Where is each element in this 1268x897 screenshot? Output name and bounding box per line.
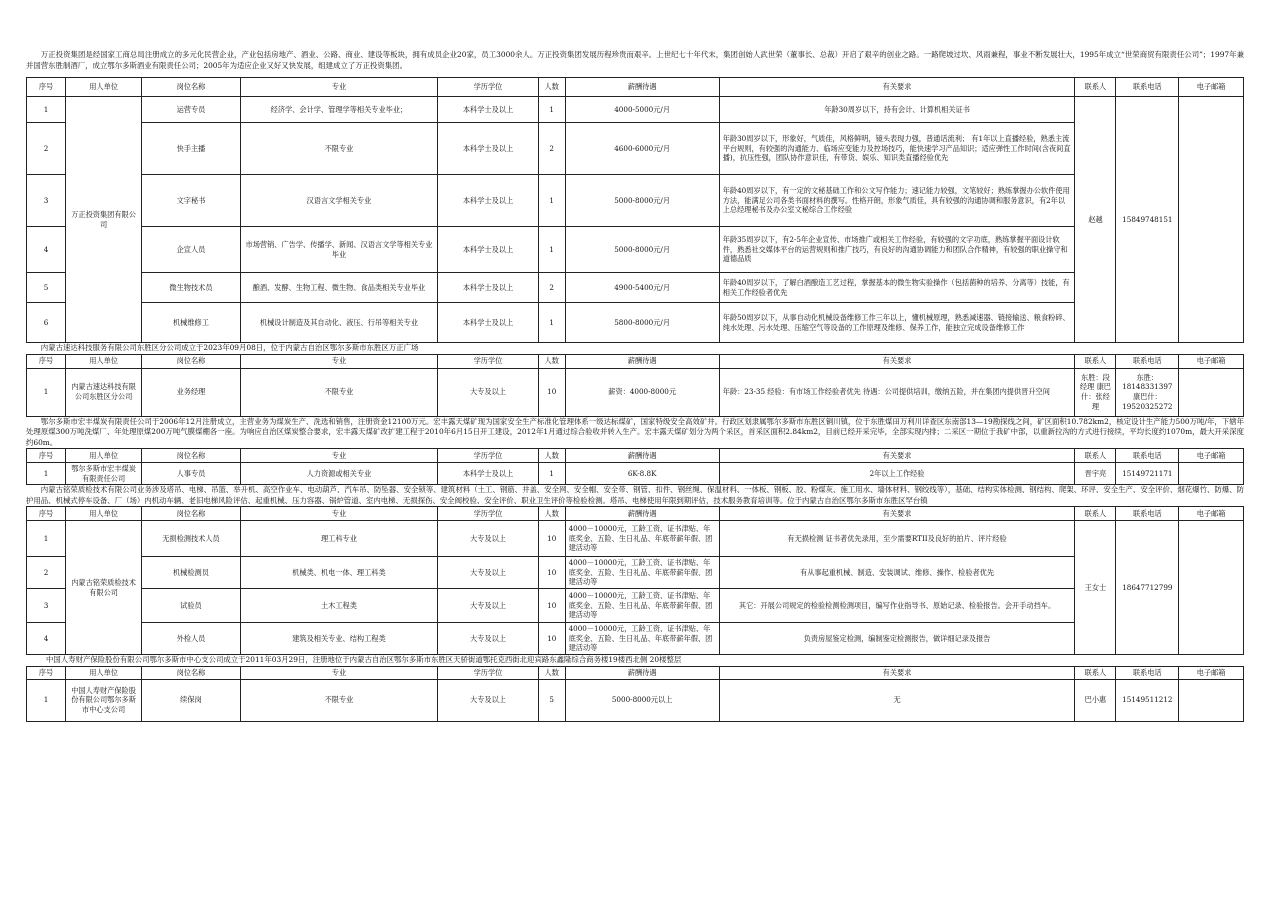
requirements: 年龄40周岁以下，了解白酒酿造工艺过程，掌握基本的微生物实验操作（包括菌种的培养、分离等）技能，有相关工作经验者优先 [719,273,1075,303]
headcount: 1 [538,175,565,227]
column-header: 电子邮箱 [1179,449,1244,463]
headcount: 10 [538,557,565,589]
column-header: 学历学位 [438,449,539,463]
column-header: 联系电话 [1116,354,1179,368]
position-name: 微生物技术员 [142,273,241,303]
degree: 本科学士及以上 [438,463,539,485]
degree: 本科学士及以上 [438,123,539,175]
row-number: 6 [27,303,66,343]
position-name: 无损检测技术人员 [142,521,241,557]
row-number: 4 [27,227,66,273]
column-header: 学历学位 [438,666,539,679]
contact-person: 巴小惠 [1075,679,1116,721]
contact-phone: 15149511212 [1116,679,1179,721]
degree: 本科学士及以上 [438,97,539,123]
headcount: 1 [538,97,565,123]
degree: 大专及以上 [438,557,539,589]
contact-phone: 15149721171 [1116,463,1179,485]
contact-phone: 东胜：18148331397 康巴什：19520325272 [1116,368,1179,416]
row-number: 2 [27,557,66,589]
contact-person: 东胜：段经理 康巴什：张经理 [1075,368,1116,416]
headcount: 10 [538,368,565,416]
row-number: 1 [27,679,66,721]
column-header: 薪酬待遇 [565,449,719,463]
contact-email [1179,368,1244,416]
column-header: 薪酬待遇 [565,354,719,368]
major: 不限专业 [240,679,437,721]
table-row [27,303,1244,343]
document-page [26,0,1244,722]
requirements: 年龄35周岁以下，有2-5年企业宣传、市场推广或相关工作经验，有较强的文字功底，熟练掌握平面设计软件，熟悉社交媒体平台的运营规则和推广技巧，有良好的沟通协调能力和团队合作精神，有较强的职业操守和道德品质 [719,227,1075,273]
column-header: 序号 [27,354,66,368]
salary: 5000-8000元/月 [565,227,719,273]
table-header-row [27,666,1244,679]
major: 理工科专业 [240,521,437,557]
row-number: 1 [27,521,66,557]
degree: 大专及以上 [438,679,539,721]
company-intro: 中国人寿财产保险股份有限公司鄂尔多斯市中心支公司成立于2011年03月29日，注册地位于内蒙古自治区鄂尔多斯市东胜区天骄街道鄂托克西街北迎宾路东鑫隆综合商务楼19楼西北侧 20楼整层 [46,655,682,664]
position-name: 续保岗 [142,679,241,721]
table-row [27,589,1244,623]
table-header-row [27,449,1244,463]
column-header: 用人单位 [66,507,142,521]
salary: 4000－10000元，工龄工资、证书津贴、年底奖金、五险、生日礼品、年底带薪年假、团建活动等 [565,589,719,623]
requirements: 其它：开展公司规定的检验检测检测项目，编写作业指导书、原始记录、检验报告。会开手动挡车。 [719,589,1075,623]
salary: 6K-8.8K [565,463,719,485]
headcount: 10 [538,521,565,557]
company-intro: 内蒙古铭荣质检技术有限公司业务涉及塔吊、电梯、吊篮、举升机、高空作业车、电动葫芦、汽车吊、防坠器、安全锁等、建筑材料（土工、钢筋、井盖、安全网、安全帽、安全带、钢管、扣件、钢丝绳、保温材料、一体板、钢板、胶、粉煤灰、施工用水、墙体材料、钢绞线等），基础、结构实体检测、钢结构、爬架、环评、安全生产、安全评价、烟花爆竹、防爆、防护用品、机械式停车设备、厂（场）内机动车辆、老旧电梯风险评估、起重机械、压力容器、锅炉管道、室内电梯、无损探伤、安全阀校验、安全评价、职业卫生评价等检验检测。塔吊、电梯使用年限到期评估，技术服务教育培训等。位于内蒙古自治区鄂尔多斯市东胜区罕台镇 [26,485,1244,505]
contact-phone: 18647712799 [1116,521,1179,655]
row-number: 1 [27,463,66,485]
major: 建筑及相关专业、结构工程类 [240,623,437,655]
employer-name: 内蒙古铭荣质检技术有限公司 [66,521,142,655]
column-header: 专业 [240,354,437,368]
row-number: 2 [27,123,66,175]
recruitment-table [26,77,1244,343]
table-header-row [27,507,1244,521]
position-name: 企宣人员 [142,227,241,273]
position-name: 文字秘书 [142,175,241,227]
requirements: 年龄：23-35 经验：有市场工作经验者优先 待遇：公司提供培训，缴纳五险，并在集团内提供晋升空间 [719,368,1075,416]
headcount: 2 [538,273,565,303]
salary: 4000－10000元，工龄工资、证书津贴、年底奖金、五险、生日礼品、年底带薪年假、团建活动等 [565,521,719,557]
headcount: 10 [538,623,565,655]
table-row [27,463,1244,485]
requirements: 年龄30周岁以下，形象好，气质佳，风格鲜明，镜头表现力强，普通话流利； 有1年以上直播经验，熟悉主流平台规则，有较强的沟通能力、临场应变能力及控场技巧，能快速学习产品知识；适应弹性工作时间(含夜间直播)，抗压性强，团队协作意识佳，有带货、娱乐、知识类直播经验优先 [719,123,1075,175]
company-intro: 鄂尔多斯市宏丰煤炭有限责任公司于2006年12月注册成立，主营业务为煤炭生产、洗选和销售，注册资金12100万元。宏丰露天煤矿现为国家安全生产标准化管理体系一级达标煤矿，国家特级安全高效矿井。行政区划隶属鄂尔多斯市东胜区铜川镇，位于东胜煤田万利川详查区东南部13—19勘探线之间，矿区面积10.782km2，核定设计生产能力500万吨/年，下辖年处理原煤300万吨洗煤厂、年处理原煤200万吨气膜煤棚各一座。为响应自治区煤炭整合要求，宏丰露天煤矿改扩建工程于2010年6月15日开工建设，2012年1月通过综合验收并转入生产。宏丰露天煤矿划分为两个采区，首采区面积2.84km2，目前已经开采完毕，全部实现内排；二采区一期位于我矿中部，以重新拉沟的方式进行接续，平均长度约1070m，最大开采深度约60m。 [26,416,1244,447]
column-header: 岗位名称 [142,354,241,368]
position-name: 机械维修工 [142,303,241,343]
position-name: 运营专员 [142,97,241,123]
major: 不限专业 [240,368,437,416]
position-name: 人事专员 [142,463,241,485]
column-header: 联系电话 [1116,78,1179,97]
degree: 大专及以上 [438,521,539,557]
column-header: 学历学位 [438,78,539,97]
row-number: 1 [27,97,66,123]
major: 机械类、机电一体、理工科类 [240,557,437,589]
column-header: 有关要求 [719,354,1075,368]
contact-email [1179,463,1244,485]
column-header: 序号 [27,78,66,97]
position-name: 试验员 [142,589,241,623]
table-row [27,521,1244,557]
column-header: 人数 [538,449,565,463]
row-number: 5 [27,273,66,303]
column-header: 联系人 [1075,666,1116,679]
degree: 大专及以上 [438,589,539,623]
column-header: 序号 [27,666,66,679]
column-header: 用人单位 [66,78,142,97]
table-row [27,273,1244,303]
position-name: 业务经理 [142,368,241,416]
recruitment-table [26,354,1244,417]
company-intro: 内蒙古速达科技服务有限公司东胜区分公司成立于2023年09月08日，位于内蒙古自治区鄂尔多斯市东胜区万正广场 [40,343,419,352]
salary: 4000－10000元，工龄工资、证书津贴、年底奖金、五险、生日礼品、年底带薪年假、团建活动等 [565,623,719,655]
table-row [27,557,1244,589]
column-header: 人数 [538,78,565,97]
salary: 5000-8000元以上 [565,679,719,721]
salary: 4000－10000元，工龄工资、证书津贴、年底奖金、五险、生日礼品、年底带薪年假、团建活动等 [565,557,719,589]
major: 汉语言文学相关专业 [240,175,437,227]
headcount: 1 [538,227,565,273]
major: 经济学、会计学、管理学等相关专业毕业； [240,97,437,123]
column-header: 用人单位 [66,354,142,368]
row-number: 1 [27,368,66,416]
position-name: 外检人员 [142,623,241,655]
contact-person: 王女士 [1075,521,1116,655]
salary: 4900-5400元/月 [565,273,719,303]
table-row [27,97,1244,123]
column-header: 联系电话 [1116,507,1179,521]
degree: 本科学士及以上 [438,303,539,343]
recruitment-table [26,448,1244,485]
column-header: 联系电话 [1116,449,1179,463]
headcount: 5 [538,679,565,721]
salary: 4600-6000元/月 [565,123,719,175]
requirements: 年龄30周岁以下，持有会计、计算机相关证书 [719,97,1075,123]
column-header: 联系人 [1075,78,1116,97]
table-header-row [27,78,1244,97]
requirements: 年龄40周岁以下，有一定的文秘基础工作和公文写作能力；速记能力较强，文笔较好；熟练掌握办公软件使用方法，能满足公司各类书面材料的撰写。性格开朗，形象气质佳，具有较强的沟通协调和服务意识，有2年以上总经理秘书及办公室文秘综合工作经验 [719,175,1075,227]
column-header: 专业 [240,78,437,97]
column-header: 序号 [27,449,66,463]
column-header: 岗位名称 [142,507,241,521]
column-header: 薪酬待遇 [565,666,719,679]
table-row [27,175,1244,227]
position-name: 快手主播 [142,123,241,175]
column-header: 岗位名称 [142,666,241,679]
column-header: 岗位名称 [142,449,241,463]
headcount: 1 [538,463,565,485]
salary: 5000-8000元/月 [565,175,719,227]
employer-name: 中国人寿财产保险股份有限公司鄂尔多斯市中心支公司 [66,679,142,721]
column-header: 薪酬待遇 [565,78,719,97]
major: 市场营销、广告学、传播学、新闻、汉语言文学等相关专业毕业 [240,227,437,273]
row-number: 4 [27,623,66,655]
salary: 4000-5000元/月 [565,97,719,123]
major: 机械设计制造及其自动化、液压、行吊等相关专业 [240,303,437,343]
column-header: 联系人 [1075,449,1116,463]
major: 人力资源或相关专业 [240,463,437,485]
column-header: 专业 [240,507,437,521]
column-header: 人数 [538,507,565,521]
column-header: 电子邮箱 [1179,354,1244,368]
column-header: 人数 [538,666,565,679]
column-header: 电子邮箱 [1179,78,1244,97]
column-header: 有关要求 [719,666,1075,679]
table-row [27,368,1244,416]
row-number: 3 [27,175,66,227]
requirements: 年龄50周岁以下，从事自动化机械设备维修工作三年以上，懂机械原理，熟悉减速器、链接输送、粮食粉碎、纯水处理、污水处理、压缩空气等设备的工作原理及维修、保养工作，能独立完成设备维修工作 [719,303,1075,343]
requirements: 有从事起重机械、制造、安装调试、维修、操作、检验者优先 [719,557,1075,589]
position-name: 机械检测员 [142,557,241,589]
column-header: 电子邮箱 [1179,507,1244,521]
headcount: 10 [538,589,565,623]
column-header: 用人单位 [66,666,142,679]
major: 不限专业 [240,123,437,175]
column-header: 用人单位 [66,449,142,463]
degree: 本科学士及以上 [438,273,539,303]
headcount: 2 [538,123,565,175]
contact-phone: 15849748151 [1116,97,1179,343]
row-number: 3 [27,589,66,623]
table-row [27,679,1244,721]
recruitment-table [26,666,1244,722]
column-header: 学历学位 [438,507,539,521]
major: 酿酒、发酵、生物工程、微生物、食品类相关专业毕业 [240,273,437,303]
requirements: 无 [719,679,1075,721]
column-header: 专业 [240,449,437,463]
recruitment-table [26,506,1244,655]
company-intro: 万正投资集团是经国家工商总局注册成立的多元化民营企业，产业包括房地产、酒业、公路、商业、建设等板块，拥有成员企业20家，员工3000余人。万正投资集团发展历程珍贵而艰辛。上世纪七十年代末，集团创始人武世荣（董事长、总裁）开启了艰辛的创业之路。一路爬坡过坎、风雨兼程，事业不断发展壮大，1995年成立“世荣商贸有限责任公司”；1997年兼并国营东胜制酒厂，成立鄂尔多斯酒业有限责任公司；2005年为适应企业又好又快发展，组建成立了万正投资集团。 [26,50,1244,70]
employer-name: 鄂尔多斯市宏丰煤炭有限责任公司 [66,463,142,485]
headcount: 1 [538,303,565,343]
table-row [27,623,1244,655]
column-header: 联系人 [1075,507,1116,521]
column-header: 序号 [27,507,66,521]
degree: 本科学士及以上 [438,175,539,227]
column-header: 薪酬待遇 [565,507,719,521]
table-row [27,123,1244,175]
table-header-row [27,354,1244,368]
degree: 大专及以上 [438,368,539,416]
table-row [27,227,1244,273]
salary: 5800-8000元/月 [565,303,719,343]
requirements: 2年以上工作经验 [719,463,1075,485]
column-header: 有关要求 [719,449,1075,463]
requirements: 有无损检测 证书者优先录用，至少需要RTII及良好的拍片、评片经验 [719,521,1075,557]
employer-name: 万正投资集团有限公司 [66,97,142,343]
requirements: 负责房屋鉴定检测，编制鉴定检测报告，做详细记录及报告 [719,623,1075,655]
contact-email [1179,521,1244,655]
degree: 本科学士及以上 [438,227,539,273]
contact-email [1179,97,1244,343]
contact-person: 晋宇亮 [1075,463,1116,485]
column-header: 联系电话 [1116,666,1179,679]
degree: 大专及以上 [438,623,539,655]
contact-email [1179,679,1244,721]
column-header: 有关要求 [719,78,1075,97]
employer-name: 内蒙古速达科技有限公司东胜区分公司 [66,368,142,416]
column-header: 有关要求 [719,507,1075,521]
column-header: 联系人 [1075,354,1116,368]
salary: 薪资：4000-8000元 [565,368,719,416]
column-header: 人数 [538,354,565,368]
column-header: 电子邮箱 [1179,666,1244,679]
column-header: 岗位名称 [142,78,241,97]
column-header: 专业 [240,666,437,679]
column-header: 学历学位 [438,354,539,368]
contact-person: 赵越 [1075,97,1116,343]
major: 土木工程类 [240,589,437,623]
